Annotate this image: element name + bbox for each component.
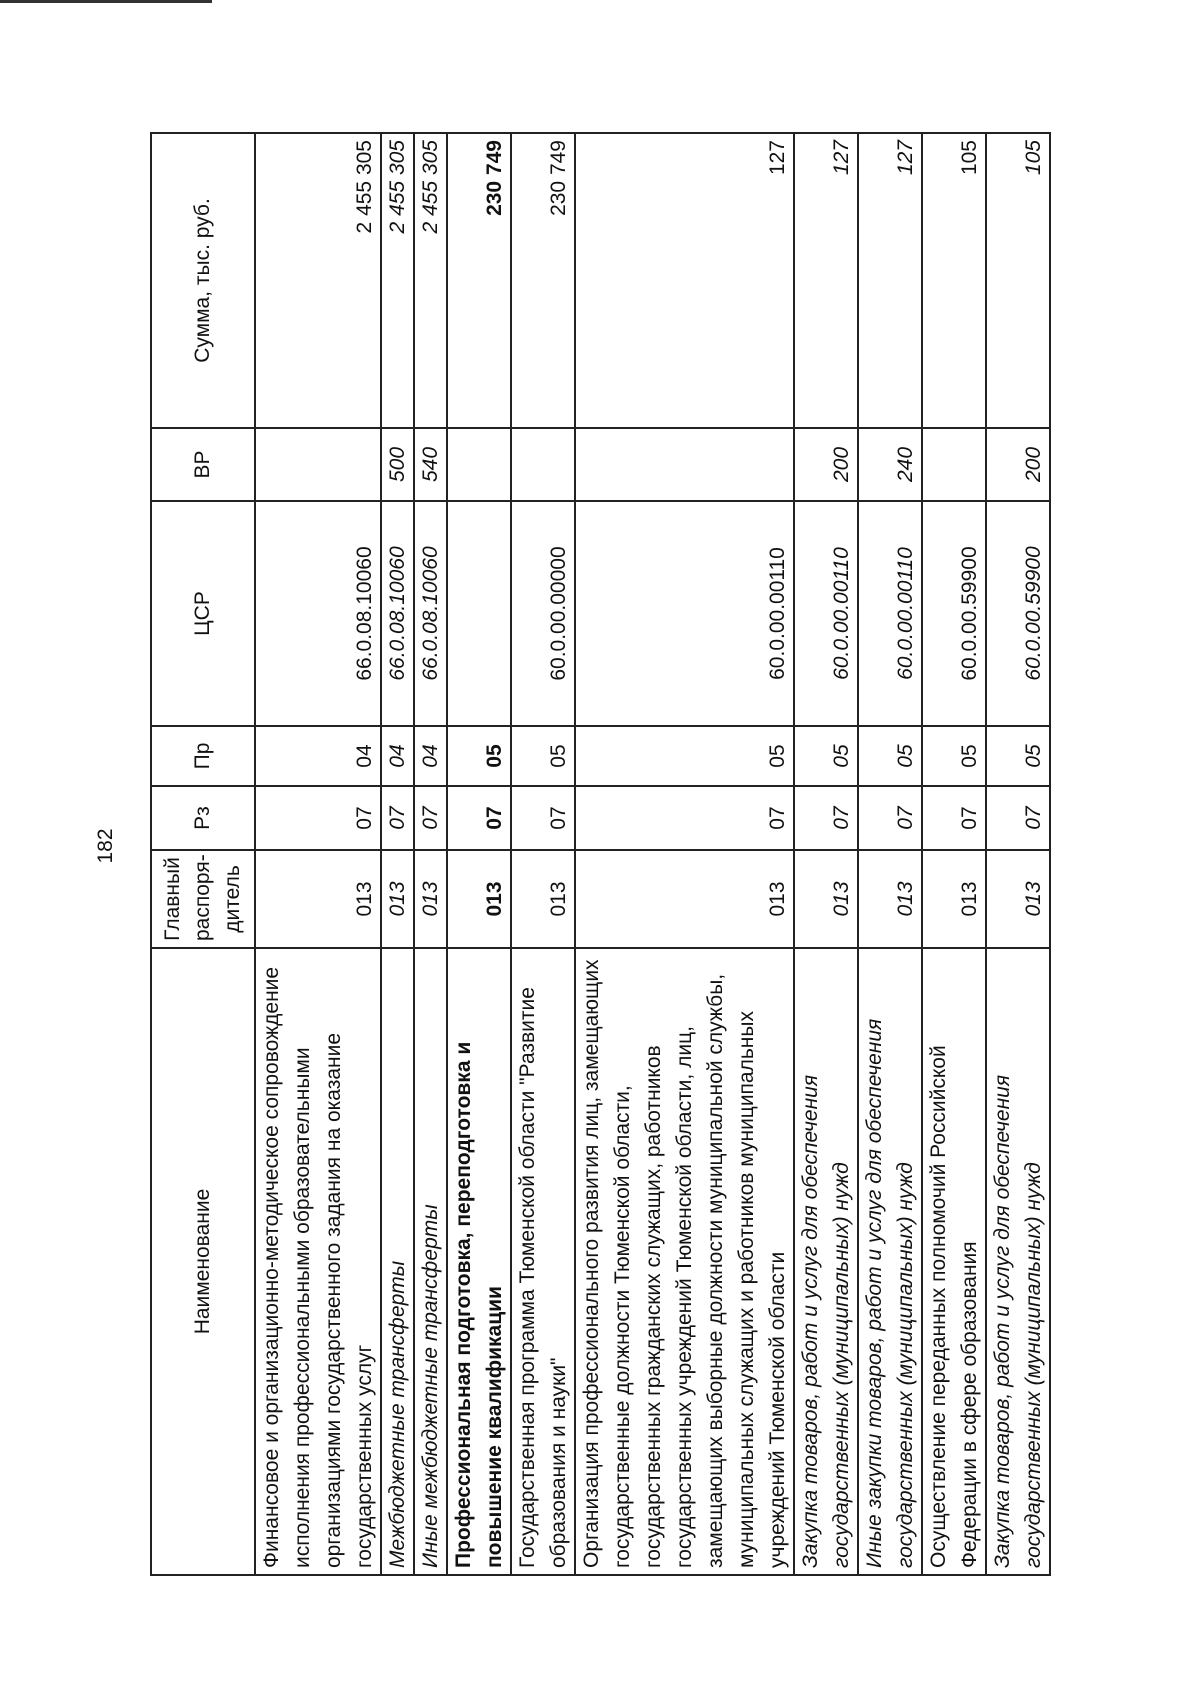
cell-rz: 07 bbox=[414, 786, 447, 850]
cell-rz: 07 bbox=[858, 786, 922, 850]
table-row bbox=[381, 133, 414, 1575]
header-name: Наименование bbox=[151, 948, 255, 1575]
cell-vr bbox=[447, 428, 511, 501]
cell-sum: 105 bbox=[922, 133, 986, 428]
cell-sum: 2 455 305 bbox=[414, 133, 447, 428]
cell-rz: 07 bbox=[447, 786, 511, 850]
cell-sum: 230 749 bbox=[511, 133, 575, 428]
cell-csr bbox=[447, 501, 511, 726]
table-row bbox=[447, 133, 511, 1575]
cell-rz: 07 bbox=[575, 786, 794, 850]
table-row bbox=[511, 133, 575, 1575]
cell-rz: 07 bbox=[986, 786, 1050, 850]
cell-name: Государственная программа Тюменской области "Развитие образования и науки" bbox=[511, 948, 575, 1575]
rotated-page-area bbox=[150, 134, 1045, 1576]
header-csr: ЦСР bbox=[151, 501, 255, 726]
cell-vr: 240 bbox=[858, 428, 922, 501]
top-rule bbox=[0, 0, 212, 3]
cell-pr: 05 bbox=[511, 726, 575, 786]
table-row bbox=[794, 133, 858, 1575]
table-row bbox=[986, 133, 1050, 1575]
cell-sum: 2 455 305 bbox=[255, 133, 381, 428]
table-body bbox=[255, 133, 1050, 1575]
header-sum: Сумма, тыс. руб. bbox=[151, 133, 255, 428]
table-row bbox=[255, 133, 381, 1575]
cell-sum: 230 749 bbox=[447, 133, 511, 428]
cell-csr: 60.0.00.59900 bbox=[922, 501, 986, 726]
budget-table bbox=[150, 132, 1051, 1576]
cell-vr: 200 bbox=[986, 428, 1050, 501]
cell-rz: 07 bbox=[511, 786, 575, 850]
header-manager: Главный распоря-дитель bbox=[151, 850, 255, 948]
cell-rz: 07 bbox=[381, 786, 414, 850]
cell-pr: 04 bbox=[255, 726, 381, 786]
cell-vr: 540 bbox=[414, 428, 447, 501]
cell-pr: 05 bbox=[575, 726, 794, 786]
header-vr: ВР bbox=[151, 428, 255, 501]
cell-csr: 60.0.00.00110 bbox=[794, 501, 858, 726]
cell-name: Закупка товаров, работ и услуг для обеспечения государственных (муниципальных) нужд bbox=[794, 948, 858, 1575]
cell-name: Профессиональная подготовка, переподготовка и повышение квалификации bbox=[447, 948, 511, 1575]
cell-vr bbox=[922, 428, 986, 501]
cell-manager: 013 bbox=[381, 850, 414, 948]
cell-rz: 07 bbox=[794, 786, 858, 850]
cell-manager: 013 bbox=[794, 850, 858, 948]
cell-name: Закупка товаров, работ и услуг для обеспечения государственных (муниципальных) нужд bbox=[986, 948, 1050, 1575]
cell-sum: 127 bbox=[858, 133, 922, 428]
cell-csr: 60.0.00.00110 bbox=[575, 501, 794, 726]
cell-manager: 013 bbox=[255, 850, 381, 948]
cell-pr: 05 bbox=[794, 726, 858, 786]
cell-vr bbox=[575, 428, 794, 501]
cell-csr: 60.0.00.59900 bbox=[986, 501, 1050, 726]
table-row bbox=[858, 133, 922, 1575]
table-row bbox=[414, 133, 447, 1575]
cell-manager: 013 bbox=[986, 850, 1050, 948]
table-row bbox=[922, 133, 986, 1575]
cell-pr: 04 bbox=[414, 726, 447, 786]
rotated-table-container bbox=[150, 134, 1045, 1576]
table-row bbox=[575, 133, 794, 1575]
cell-csr: 66.0.08.10060 bbox=[381, 501, 414, 726]
cell-manager: 013 bbox=[575, 850, 794, 948]
cell-pr: 04 bbox=[381, 726, 414, 786]
header-rz: Рз bbox=[151, 786, 255, 850]
cell-name: Финансовое и организационно-методическое сопровождение исполнения профессиональными образовательными организациями государственного задания на оказание государственных услуг bbox=[255, 948, 381, 1575]
cell-pr: 05 bbox=[447, 726, 511, 786]
cell-sum: 127 bbox=[794, 133, 858, 428]
cell-pr: 05 bbox=[858, 726, 922, 786]
cell-rz: 07 bbox=[255, 786, 381, 850]
cell-vr bbox=[255, 428, 381, 501]
cell-manager: 013 bbox=[511, 850, 575, 948]
page-number: 182 bbox=[94, 828, 117, 864]
cell-manager: 013 bbox=[858, 850, 922, 948]
table-header-row bbox=[151, 133, 255, 1575]
cell-pr: 05 bbox=[922, 726, 986, 786]
cell-csr: 66.0.08.10060 bbox=[255, 501, 381, 726]
cell-vr: 200 bbox=[794, 428, 858, 501]
cell-name: Осуществление переданных полномочий Российской Федерации в сфере образования bbox=[922, 948, 986, 1575]
cell-name: Иные закупки товаров, работ и услуг для обеспечения государственных (муниципальных) нужд bbox=[858, 948, 922, 1575]
cell-csr: 60.0.00.00110 bbox=[858, 501, 922, 726]
cell-rz: 07 bbox=[922, 786, 986, 850]
cell-manager: 013 bbox=[922, 850, 986, 948]
header-pr: Пр bbox=[151, 726, 255, 786]
cell-manager: 013 bbox=[414, 850, 447, 948]
cell-name: Организация профессионального развития лиц, замещающих государственные должности Тюменской области, государственных гражданских служащих, работников государственных учреждений Тюменской области, лиц, замещающих выборные должности муниципальной службы, муниципальных служащих и работников муниципальных учреждений Тюменской области bbox=[575, 948, 794, 1575]
cell-vr: 500 bbox=[381, 428, 414, 501]
cell-pr: 05 bbox=[986, 726, 1050, 786]
cell-csr: 66.0.08.10060 bbox=[414, 501, 447, 726]
cell-sum: 105 bbox=[986, 133, 1050, 428]
cell-vr bbox=[511, 428, 575, 501]
cell-sum: 2 455 305 bbox=[381, 133, 414, 428]
cell-sum: 127 bbox=[575, 133, 794, 428]
cell-name: Иные межбюджетные трансферты bbox=[414, 948, 447, 1575]
cell-manager: 013 bbox=[447, 850, 511, 948]
cell-name: Межбюджетные трансферты bbox=[381, 948, 414, 1575]
cell-csr: 60.0.00.00000 bbox=[511, 501, 575, 726]
